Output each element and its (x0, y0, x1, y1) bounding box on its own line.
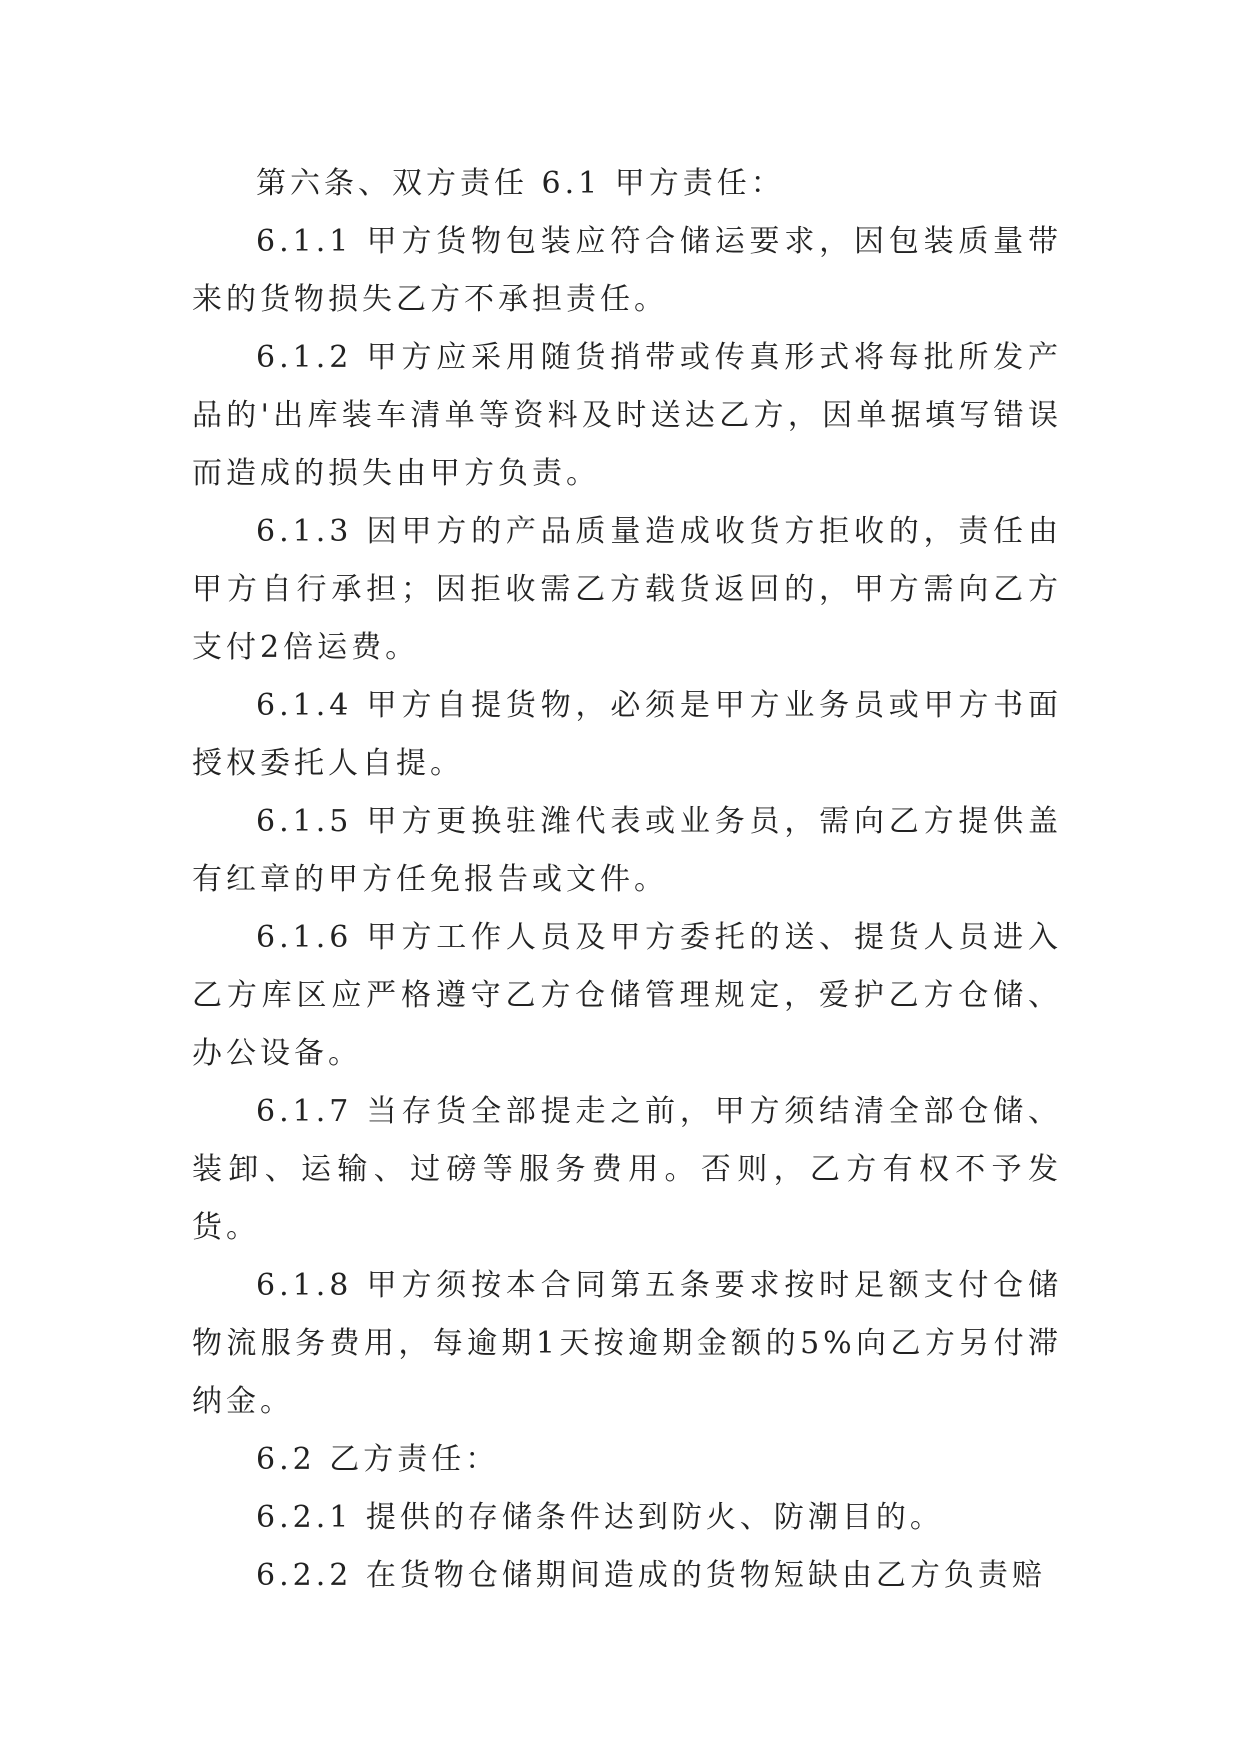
clause-6-1-4: 6.1.4 甲方自提货物，必须是甲方业务员或甲方书面授权委托人自提。 (192, 688, 1062, 781)
clause-6-1-2: 6.1.2 甲方应采用随货捎带或传真形式将每批所发产品的'出库装车清单等资料及时送达乙方，因单据填写错误而造成的损失由甲方负责。 (192, 340, 1062, 491)
clause-6-1-7: 6.1.7 当存货全部提走之前，甲方须结清全部仓储、装卸、运输、过磅等服务费用。否则，乙方有权不予发货。 (192, 1094, 1062, 1245)
clause-6-1-3: 6.1.3 因甲方的产品质量造成收货方拒收的，责任由甲方自行承担；因拒收需乙方载货返回的，甲方需向乙方支付2倍运费。 (192, 514, 1062, 665)
clause-6-2-2: 6.2.2 在货物仓储期间造成的货物短缺由乙方负责赔 (256, 1558, 1046, 1593)
document-body (192, 155, 1062, 1605)
clause-6-1-6: 6.1.6 甲方工作人员及甲方委托的送、提货人员进入乙方库区应严格遵守乙方仓储管理规定，爱护乙方仓储、办公设备。 (192, 920, 1062, 1071)
clause-6-2-1: 6.2.1 提供的存储条件达到防火、防潮目的。 (256, 1500, 944, 1535)
section-heading: 第六条、双方责任 6.1 甲方责任： (256, 166, 785, 201)
clause-6-1-5: 6.1.5 甲方更换驻潍代表或业务员，需向乙方提供盖有红章的甲方任免报告或文件。 (192, 804, 1062, 897)
clause-6-1-1: 6.1.1 甲方货物包装应符合储运要求，因包装质量带来的货物损失乙方不承担责任。 (192, 224, 1062, 317)
clause-6-1-8: 6.1.8 甲方须按本合同第五条要求按时足额支付仓储物流服务费用，每逾期1天按逾期金额的5%向乙方另付滞纳金。 (192, 1268, 1062, 1419)
clause-6-2-heading: 6.2 乙方责任： (256, 1442, 500, 1477)
